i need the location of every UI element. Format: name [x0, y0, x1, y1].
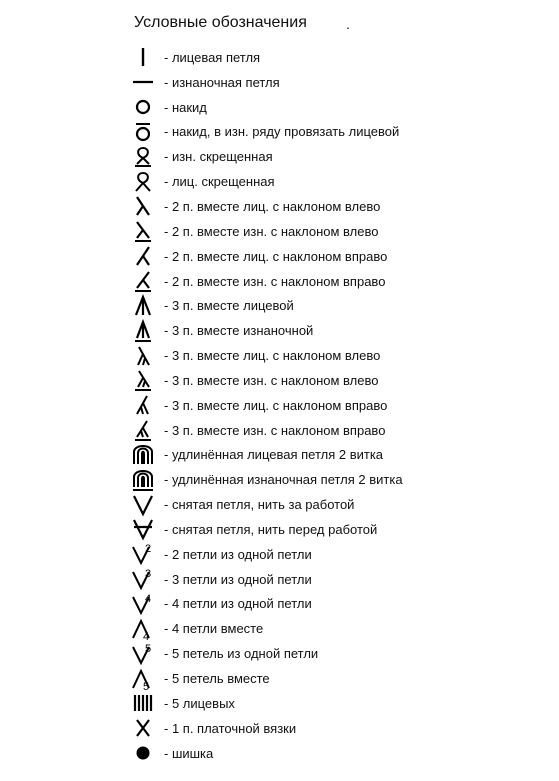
legend-list [130, 45, 403, 765]
p3tog-center-icon [130, 319, 156, 343]
legend-label: - 1 п. платочной вязки [164, 720, 297, 736]
k3tog-center-icon [130, 294, 156, 318]
legend-label: - 5 лицевых [164, 695, 235, 711]
legend-label: - лиц. скрещенная [164, 174, 275, 190]
k2tog-left-icon [130, 194, 156, 218]
legend-item [130, 318, 403, 343]
legend-item [130, 666, 403, 691]
legend-label: - 3 петли из одной петли [164, 571, 312, 587]
legend-item [130, 120, 403, 145]
decrease-4-icon [130, 617, 156, 641]
legend-label: - 2 п. вместе изн. с наклоном вправо [164, 273, 386, 289]
symbol-number: 5 [145, 642, 152, 655]
legend-label: - 5 петель из одной петли [164, 646, 319, 662]
k3tog-right-icon [130, 393, 156, 417]
symbol-number: 3 [145, 568, 152, 581]
legend-label: - 2 п. вместе лиц. с наклоном вправо [164, 248, 388, 264]
symbol-number: 2 [145, 543, 152, 556]
legend-item [130, 418, 403, 443]
elongated-knit-icon [130, 443, 156, 467]
purl-stitch-icon [130, 70, 156, 94]
p2tog-left-icon [130, 219, 156, 243]
legend-item [130, 592, 403, 617]
legend-label: - 3 п. вместе изн. с наклоном вправо [164, 422, 386, 438]
twisted-knit-icon [130, 170, 156, 194]
legend-item [130, 443, 403, 468]
symbol-number: 4 [143, 630, 150, 643]
p3tog-right-icon [130, 418, 156, 442]
increase-2-icon [130, 542, 156, 566]
legend-label: - лицевая петля [164, 49, 261, 65]
legend-label: - 3 п. вместе изнаночной [164, 323, 314, 339]
p3tog-left-icon [130, 368, 156, 392]
p2tog-right-icon [130, 269, 156, 293]
legend-item [130, 542, 403, 567]
legend-label: - 5 петель вместе [164, 671, 270, 687]
twisted-purl-icon [130, 145, 156, 169]
decrease-5-icon [130, 667, 156, 691]
legend-label: - шишка [164, 745, 214, 761]
legend-item [130, 641, 403, 666]
legend-label: - снятая петля, нить перед работой [164, 521, 378, 537]
legend-label: - 2 петли из одной петли [164, 546, 312, 562]
legend-label: - 2 п. вместе изн. с наклоном влево [164, 223, 379, 239]
increase-5-icon [130, 642, 156, 666]
legend-item [130, 169, 403, 194]
legend-item [130, 219, 403, 244]
legend-label: - изн. скрещенная [164, 149, 273, 165]
legend-item [130, 293, 403, 318]
legend-label: - накид, в изн. ряду провязать лицевой [164, 124, 400, 140]
legend-item [130, 492, 403, 517]
legend-item [130, 45, 403, 70]
legend-item [130, 393, 403, 418]
legend-item [130, 741, 403, 766]
legend-label: - 4 петли вместе [164, 621, 264, 637]
symbol-number: 4 [145, 592, 152, 605]
legend-label: - снятая петля, нить за работой [164, 497, 355, 513]
legend-item [130, 269, 403, 294]
legend-item [130, 517, 403, 542]
legend-item [130, 368, 403, 393]
legend-item [130, 244, 403, 269]
legend-label: - 4 петли из одной петли [164, 596, 312, 612]
legend-item [130, 616, 403, 641]
legend-label: - удлинённая лицевая петля 2 витка [164, 447, 384, 463]
increase-3-icon [130, 567, 156, 591]
legend-label: - 3 п. вместе лиц. с наклоном влево [164, 348, 381, 364]
legend-label: - 3 п. вместе лиц. с наклоном вправо [164, 397, 388, 413]
page-title: Условные обозначения [134, 14, 307, 31]
legend-label: - удлинённая изнаночная петля 2 витка [164, 472, 403, 488]
legend-item [130, 467, 403, 492]
yarn-over-icon [130, 95, 156, 119]
legend-label: - 3 п. вместе лицевой [164, 298, 294, 314]
legend-label: - 3 п. вместе изн. с наклоном влево [164, 372, 379, 388]
elongated-purl-icon [130, 468, 156, 492]
legend-label: - изнаночная петля [164, 74, 280, 90]
yarn-over-knit-back-icon [130, 120, 156, 144]
legend-item [130, 691, 403, 716]
k2tog-right-icon [130, 244, 156, 268]
legend-item [130, 144, 403, 169]
legend-item [130, 194, 403, 219]
legend-item [130, 343, 403, 368]
increase-4-icon [130, 592, 156, 616]
title-mark: . [346, 16, 350, 32]
slip-yarn-front-icon [130, 517, 156, 541]
symbol-number: 5 [143, 680, 150, 693]
slip-yarn-back-icon [130, 493, 156, 517]
bobble-icon [130, 741, 156, 765]
legend-label: - накид [164, 99, 207, 115]
legend-item [130, 95, 403, 120]
legend-label: - 2 п. вместе лиц. с наклоном влево [164, 198, 381, 214]
knit-stitch-icon [130, 45, 156, 69]
five-knit-icon [130, 691, 156, 715]
legend-item [130, 70, 403, 95]
k3tog-left-icon [130, 344, 156, 368]
garter-stitch-icon [130, 716, 156, 740]
legend-item [130, 567, 403, 592]
legend-item [130, 716, 403, 741]
